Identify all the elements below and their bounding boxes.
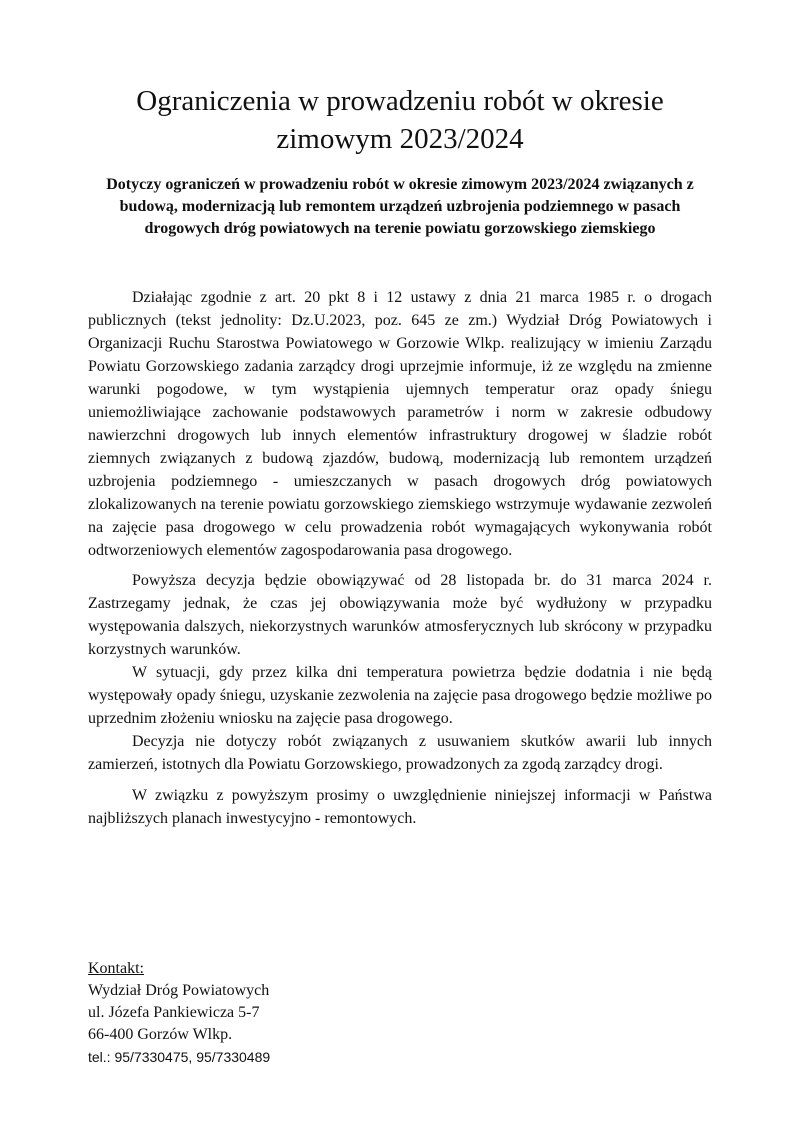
paragraph-decision-period: Powyższa decyzja będzie obowiązywać od 28 listopada br. do 31 marca 2024 r. Zastrzegamy jednak, że czas jej obowiązywania może być wydłużony w przypadku występowania dalszych, niekorzystnych warunków atmosferycznych lub skrócony w przypadku korzystnych warunków. bbox=[88, 572, 712, 658]
paragraph-positive-temperature: W sytuacji, gdy przez kilka dni temperatura powietrza będzie dodatnia i nie będą występowały opady śniegu, uzyskanie zezwolenia na zajęcie pasa drogowego będzie możliwe po uprzednim złożeniu wniosku na zajęcie pasa drogowego. bbox=[88, 664, 712, 727]
contact-street: ul. Józefa Pankiewicza 5-7 bbox=[88, 1004, 260, 1021]
paragraph-intro: Działając zgodnie z art. 20 pkt 8 i 12 ustawy z dnia 21 marca 1985 r. o drogach publicznych (tekst jednolity: Dz.U.2023, poz. 645 ze zm.) Wydział Dróg Powiatowych i Organizacji Ruchu Starostwa Powiatowego w Gorzowie Wlkp. realizujący w imieniu Zarządu Powiatu Gorzowskiego zadania zarządcy drogi uprzejmie informuje, iż ze względu na zmienne warunki pogodowe, w tym wystąpienia ujemnych temperatur oraz opady śniegu uniemożliwiające zachowanie podstawowych parametrów i norm w zakresie odbudowy nawierzchni drogowych lub innych elementów infrastruktury drogowej w śladzie robót ziemnych związanych z budową zjazdów, budową, modernizacją lub remontem urządzeń uzbrojenia podziemnego - umieszczanych w pasach drogowych dróg powiatowych zlokalizowanych na terenie powiatu gorzowskiego ziemskiego wstrzymuje wydawanie zezwoleń na zajęcie pasa drogowego w celu prowadzenia robót wymagających wykonywania robót odtworzeniowych elementów zagospodarowania pasa drogowego. bbox=[88, 289, 712, 559]
document-subtitle: Dotyczy ograniczeń w prowadzeniu robót w okresie zimowym 2023/2024 związanych z budową, modernizacją lub remontem urządzeń uzbrojenia podziemnego w pasach drogowych dróg powiatowych na terenie powiatu gorzowskiego ziemskiego bbox=[106, 176, 694, 237]
contact-city: 66-400 Gorzów Wlkp. bbox=[88, 1026, 233, 1043]
paragraph-closing: W związku z powyższym prosimy o uwzględnienie niniejszej informacji w Państwa najbliższych planach inwestycyjno - remontowych. bbox=[88, 787, 712, 827]
contact-label: Kontakt: bbox=[88, 960, 144, 977]
paragraph-exceptions: Decyzja nie dotyczy robót związanych z usuwaniem skutków awarii lub innych zamierzeń, istotnych dla Powiatu Gorzowskiego, prowadzonych za zgodą zarządcy drogi. bbox=[88, 733, 712, 773]
contact-phone: tel.: 95/7330475, 95/7330489 bbox=[88, 1049, 271, 1065]
contact-block bbox=[88, 958, 270, 1068]
contact-department: Wydział Dróg Powiatowych bbox=[88, 982, 270, 999]
document-title: Ograniczenia w prowadzeniu robót w okresie zimowym 2023/2024 bbox=[136, 85, 664, 155]
